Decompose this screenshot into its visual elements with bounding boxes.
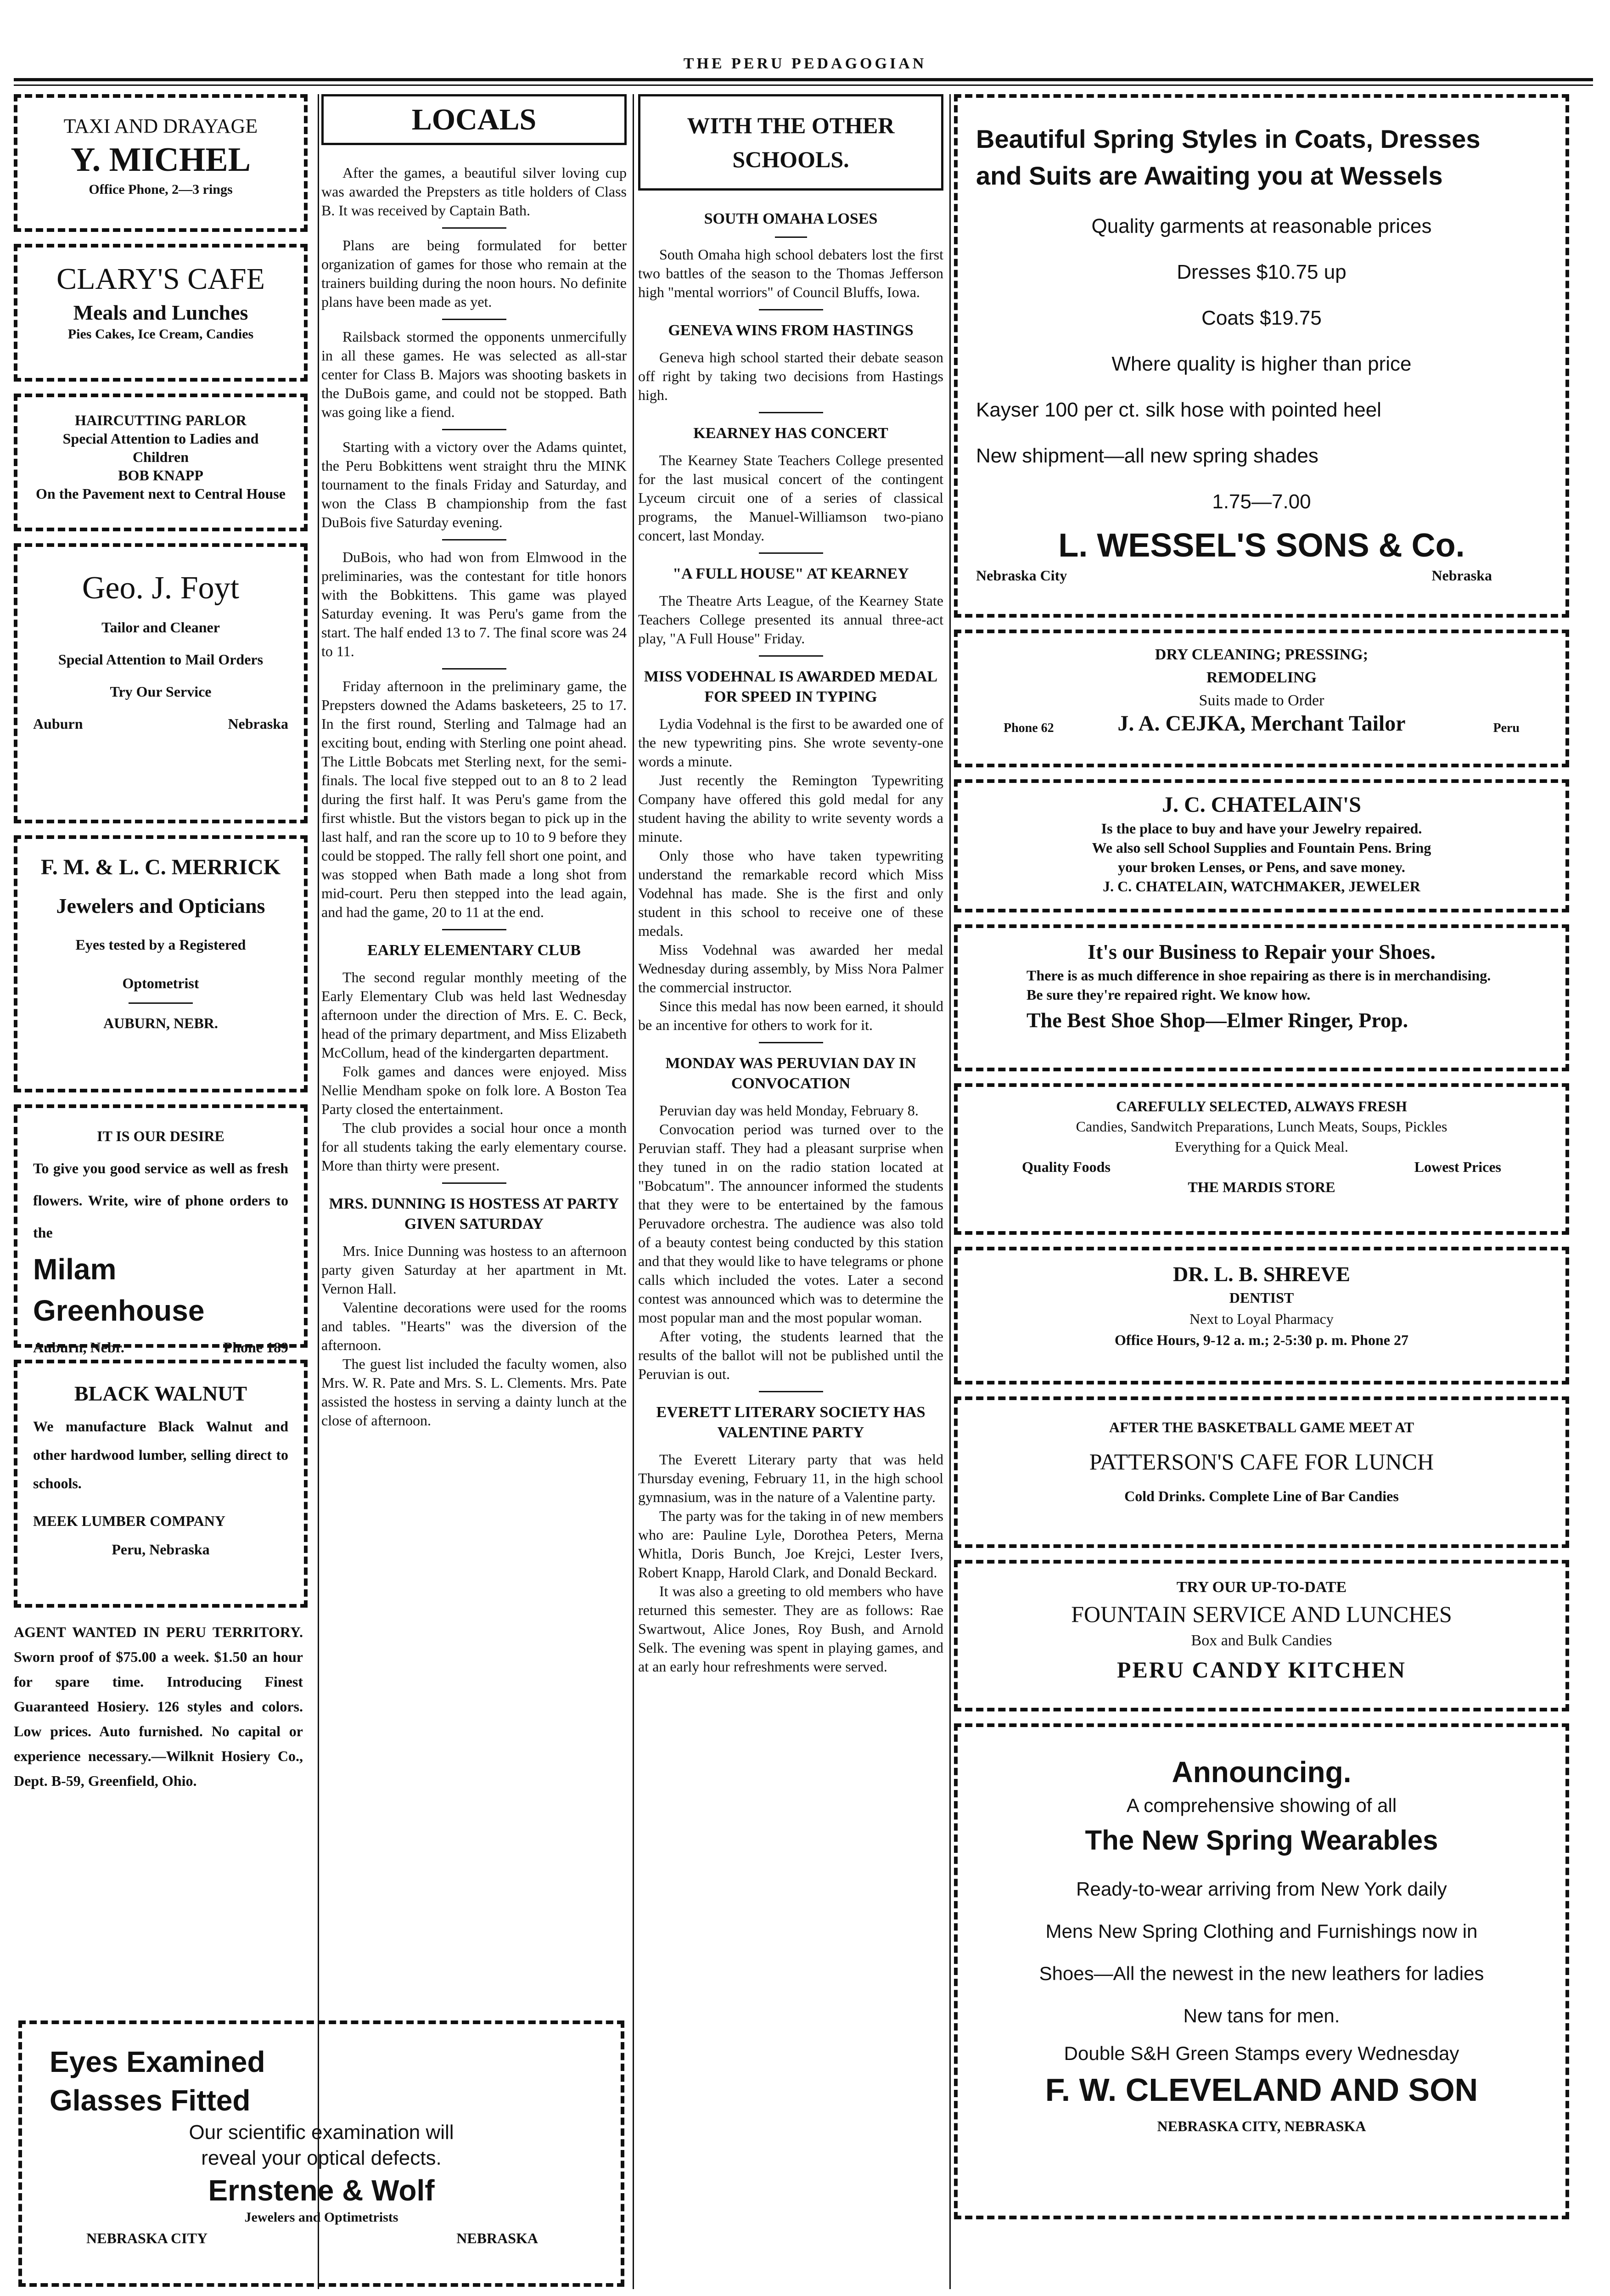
ad-geo-foyt <box>14 543 308 823</box>
ad-haircutting-parlor <box>14 394 308 531</box>
ad-line: and Suits are Awaiting you at Wessels <box>976 161 1443 190</box>
ad-chatelain <box>954 779 1569 912</box>
ad-shreve-dentist <box>954 1247 1569 1384</box>
ad-line: It's our Business to Repair your Shoes. <box>1088 940 1436 963</box>
ad-city: Auburn <box>33 715 83 732</box>
ad-line: DRY CLEANING; PRESSING; <box>1155 646 1369 663</box>
ad-line: Ready-to-wear arriving from New York daily <box>1076 1878 1447 1900</box>
section-title: WITH THE OTHER SCHOOLS. <box>638 94 943 191</box>
ad-city: Nebraska City <box>976 567 1067 584</box>
paragraph: The guest list included the faculty women, also Mrs. W. R. Pate and Mrs. S. L. Clements. Mrs. Pate assisted the hostess in serving a dainty lunch at the close of afternoon. <box>321 1356 627 1429</box>
paragraph: Plans are being formulated for better organization of games for those who remain at the trainers building during the noon hours. No definite plans have been made as yet. <box>321 237 627 310</box>
ad-name: PATTERSON'S CAFE FOR LUNCH <box>1089 1449 1434 1474</box>
ad-line: New shipment—all new spring shades <box>976 445 1318 467</box>
divider <box>759 1391 823 1392</box>
divider <box>442 1182 506 1184</box>
ad-taxi <box>14 94 308 232</box>
ad-line: FOUNTAIN SERVICE AND LUNCHES <box>1071 1601 1452 1627</box>
paragraph: Miss Vodehnal was awarded her medal Wednesday during assembly, by Miss Nora Palmer the commercial instructor. <box>638 941 943 996</box>
ad-name: The Best Shoe Shop—Elmer Ringer, Prop. <box>1027 1008 1408 1032</box>
ad-line: AFTER THE BASKETBALL GAME MEET AT <box>1109 1419 1414 1435</box>
left-ad-column <box>14 94 308 1858</box>
divider <box>759 1042 823 1043</box>
ad-name: CLARY'S CAFE <box>56 262 265 296</box>
ad-line: Where quality is higher than price <box>1111 353 1412 375</box>
ad-name: MEEK LUMBER COMPANY <box>33 1513 225 1529</box>
ad-state: NEBRASKA <box>456 2230 538 2246</box>
paragraph: After the games, a beautiful silver loving cup was awarded the Prepsters as title holders of Class B. It was received by Captain Bath. <box>321 164 627 219</box>
ad-line: Tailor and Cleaner <box>101 619 220 636</box>
paragraph: Valentine decorations were used for the rooms and tables. "Hearts" was the diversion of the afternoon. <box>321 1299 627 1353</box>
ad-line: Try Our Service <box>110 683 212 700</box>
right-ad-column <box>954 94 1569 2231</box>
article-heading: GENEVA WINS FROM HASTINGS <box>668 322 914 339</box>
ad-line: Special Attention to Ladies and Children <box>62 430 259 465</box>
ad-body: We manufacture Black Walnut and other hardwood lumber, selling direct to schools. <box>33 1418 288 1491</box>
ad-body: To give you good service as well as fresh flowers. Write, wire of phone orders to the <box>33 1160 288 1241</box>
ad-line: On the Pavement next to Central House <box>36 485 286 502</box>
ad-line: Kayser 100 per ct. silk hose with pointed heel <box>976 399 1381 421</box>
paragraph: Starting with a victory over the Adams quintet, the Peru Bobkittens went straight thru the MINK tournament to the finals Friday and Saturday, and won the Class B championship from the fast DuBois five Saturday evening. <box>321 439 627 530</box>
ad-ernstene-wolf <box>18 2020 624 2287</box>
paragraph: It was also a greeting to old members who have returned this semester. They are as follows: Rae Swartwout, Alice Jones, Roy Bush, and Arnold Selk. The evening was spent in playing games, and at an early hour refreshments were served. <box>638 1583 943 1675</box>
ad-name: F. M. & L. C. MERRICK <box>40 855 281 879</box>
paragraph: The club provides a social hour once a month for all students taking the early elementary course. More than thirty were present. <box>321 1120 627 1174</box>
ad-city: Auburn, Nebr. <box>33 1339 124 1356</box>
ad-line: New tans for men. <box>1183 2005 1340 2026</box>
ad-clarys-cafe <box>14 244 308 382</box>
ad-line: Mens New Spring Clothing and Furnishings now in <box>1045 1920 1478 1942</box>
article-heading: MISS VODEHNAL IS AWARDED MEDAL FOR SPEED IN TYPING <box>644 668 938 705</box>
paragraph: The Theatre Arts League, of the Kearney State Teachers College presented its annual three-act play, "A Full House" Friday. <box>638 592 943 647</box>
masthead: THE PERU PEDAGOGIAN <box>683 55 927 72</box>
article-heading: EVERETT LITERARY SOCIETY HAS VALENTINE PARTY <box>656 1404 926 1441</box>
locals-column <box>321 94 627 1430</box>
ad-line: Jewelers and Opticians <box>56 894 265 917</box>
ad-line: Beautiful Spring Styles in Coats, Dresses <box>976 124 1481 153</box>
ad-phone: Phone 62 <box>1004 721 1054 735</box>
section-title: LOCALS <box>321 94 627 145</box>
ad-line: Box and Bulk Candies <box>1191 1632 1332 1649</box>
article-heading: "A FULL HOUSE" AT KEARNEY <box>673 565 909 582</box>
ad-right: Lowest Prices <box>1414 1159 1501 1175</box>
article-heading: KEARNEY HAS CONCERT <box>693 425 888 442</box>
ad-title: BLACK WALNUT <box>74 1382 247 1405</box>
divider <box>759 552 823 554</box>
paragraph: DuBois, who had won from Elmwood in the preliminaries, was the contestant for title honors with the Bobkittens. This game was played Saturday evening. It was Peru's game from the start. The half ended 13 to 7. The final score was 24 to 11. <box>321 549 627 659</box>
ad-line: Next to Loyal Pharmacy <box>1189 1311 1334 1327</box>
ad-line: Optometrist <box>122 975 199 991</box>
ad-left: Quality Foods <box>1022 1159 1111 1175</box>
ad-meek-lumber <box>14 1360 308 1608</box>
article-heading: EARLY ELEMENTARY CLUB <box>367 942 581 959</box>
ad-line: Is the place to buy and have your Jewelry repaired. <box>1101 820 1422 837</box>
ad-line: Everything for a Quick Meal. <box>1175 1138 1348 1155</box>
paragraph: Friday afternoon in the preliminary game, the Prepsters downed the Adams basketeers, 25 to 17. In the first round, Sterling and Talmage had an exciting bout, ending with Sterling one point ahead. The Little Bobcats met Sterling next, for the semi-finals. The local five stepped out to an 8 to 2 lead during the first half. It was Peru's game from the first whistle. But the vistors began to pick up in the last half, and ran the score up to 10 to 9 before they could be stopped. The rally fell short one point, and was stopped when Bath made a long shot from mid-court. Peru then stepped into the lead again, and had the game, 20 to 11 at the end. <box>321 678 627 920</box>
ad-line: CAREFULLY SELECTED, ALWAYS FRESH <box>1116 1098 1407 1114</box>
ad-name: J. C. CHATELAIN'S <box>1162 793 1361 817</box>
ad-agent-wanted: AGENT WANTED IN PERU TERRITORY. Sworn proof of $75.00 a week. $1.50 an hour for spare time. Introducing Finest Guaranteed Hosiery. 126 styles and colors. Low prices. Auto furnished. No capital or experience necessary.—Wilknit Hosiery Co., Dept. B-59, Greenfield, Ohio. <box>14 1624 303 1789</box>
paragraph: Just recently the Remington Typewriting Company have offered this gold medal for any student having the ability to write seventy words a minute. <box>638 772 943 845</box>
ad-line: Eyes tested by a Registered <box>75 936 246 953</box>
ad-line: There is as much difference in shoe repairing as there is in merchandising. Be sure they're repaired right. We know how. <box>1027 967 1491 1003</box>
ad-city: Peru <box>1493 721 1520 735</box>
article-heading: MONDAY WAS PERUVIAN DAY IN CONVOCATION <box>665 1055 916 1092</box>
divider <box>442 539 506 540</box>
ad-wessel <box>954 94 1569 618</box>
ad-mardis-store <box>954 1083 1569 1235</box>
divider <box>759 412 823 413</box>
ad-state: Nebraska <box>1431 567 1492 584</box>
ad-state: Nebraska <box>228 715 288 732</box>
ad-line: J. C. CHATELAIN, WATCHMAKER, JEWELER <box>1103 878 1420 895</box>
ad-line: Glasses Fitted <box>50 2084 251 2117</box>
ad-line: Double S&H Green Stamps every Wednesday <box>1064 2043 1459 2064</box>
ad-cleveland <box>954 1723 1569 2219</box>
ad-line: Dresses $10.75 up <box>1177 261 1346 283</box>
ad-line: Jewelers and Optimetrists <box>244 2210 398 2225</box>
divider <box>442 668 506 670</box>
paragraph: The second regular monthly meeting of the Early Elementary Club was held last Wednesday afternoon under the direction of Mrs. E. C. Beck, head of the primary department, and Miss Elizabeth McCollum, head of the kindergarten department. <box>321 969 627 1061</box>
ad-name: L. WESSEL'S SONS & Co. <box>1058 527 1465 564</box>
ad-name: PERU CANDY KITCHEN <box>1117 1657 1406 1683</box>
ad-line: We also sell School Supplies and Fountain Pens. Bring <box>1092 839 1431 856</box>
ad-name: Milam Greenhouse <box>33 1253 205 1327</box>
ad-line: reveal your optical defects. <box>201 2147 442 2169</box>
ad-peru-candy-kitchen <box>954 1560 1569 1711</box>
ad-name: J. A. CEJKA, Merchant Tailor <box>1117 711 1406 736</box>
divider <box>442 929 506 930</box>
other-schools-column <box>638 94 943 1676</box>
ad-line: Shoes—All the newest in the new leathers for ladies <box>1039 1963 1484 1984</box>
article-heading: MRS. DUNNING IS HOSTESS AT PARTY GIVEN SATURDAY <box>329 1195 619 1232</box>
paragraph: South Omaha high school debaters lost the first two battles of the season to the Thomas Jefferson high "mental worriors" of Council Bluffs, Iowa. <box>638 246 943 300</box>
divider <box>759 309 823 310</box>
paragraph: Geneva high school started their debate season off right by taking two decisions from Hastings high. <box>638 349 943 403</box>
column-divider <box>633 94 634 2289</box>
ad-name: F. W. CLEVELAND AND SON <box>1045 2072 1478 2108</box>
article-heading: SOUTH OMAHA LOSES <box>704 210 878 227</box>
ad-line: Special Attention to Mail Orders <box>58 651 264 668</box>
ad-city: Peru, Nebraska <box>112 1541 210 1558</box>
paragraph: After voting, the students learned that the results of the ballot will not be published until the Peruvian is out. <box>638 1328 943 1382</box>
divider <box>442 429 506 430</box>
column-divider <box>949 94 951 2289</box>
ad-title: TAXI AND DRAYAGE <box>63 115 258 137</box>
ad-line: The New Spring Wearables <box>1085 1825 1438 1856</box>
masthead-rule-thin <box>14 84 1593 86</box>
ad-milam-greenhouse <box>14 1104 308 1356</box>
ad-name: DR. L. B. SHREVE <box>1173 1262 1350 1286</box>
ad-line: Candies, Sandwitch Preparations, Lunch Meats, Soups, Pickles <box>1076 1118 1447 1135</box>
ad-cejka-tailor <box>954 630 1569 767</box>
ad-line: Meals and Lunches <box>73 301 248 324</box>
ad-title: HAIRCUTTING PARLOR <box>75 412 247 428</box>
masthead-rule <box>14 78 1593 81</box>
ad-pattersons-cafe <box>954 1396 1569 1548</box>
ad-line: Pies Cakes, Ice Cream, Candies <box>67 326 254 342</box>
paragraph: Mrs. Inice Dunning was hostess to an afternoon party given Saturday at her apartment in Mt. Vernon Hall. <box>321 1243 627 1297</box>
ad-line: 1.75—7.00 <box>1212 490 1311 513</box>
paragraph: Only those who have taken typewriting understand the remarkable record which Miss Vodehnal has made. She is the first and only student in this school to receive one of these medals. <box>638 847 943 939</box>
column-divider <box>318 94 319 2289</box>
ad-name: Ernstene & Wolf <box>208 2174 435 2207</box>
ad-line: REMODELING <box>1206 669 1317 686</box>
ad-phone: Office Phone, 2—3 rings <box>89 182 233 197</box>
paragraph: Lydia Vodehnal is the first to be awarded one of the new typewriting pins. She wrote seventy-one words a minute. <box>638 715 943 770</box>
paragraph: Peruvian day was held Monday, February 8. <box>659 1102 919 1119</box>
ad-line: A comprehensive showing of all <box>1126 1795 1397 1816</box>
ad-city: NEBRASKA CITY <box>86 2230 208 2246</box>
paragraph: Railsback stormed the opponents unmercifully in all these games. He was selected as all-star center for Class B. Majors was shooting baskets in the DuBois game, and could not be stopped. Bath was going like a fiend. <box>321 328 627 420</box>
paragraph: The party was for the taking in of new members who are: Pauline Lyle, Dorothea Peters, Merna Whitla, Doris Bunch, Joe Krejci, Lester Ivers, Robert Knapp, Harold Clark, and Donald Beckard. <box>638 1508 943 1581</box>
ad-phone: Phone 189 <box>223 1339 288 1356</box>
ad-line: TRY OUR UP-TO-DATE <box>1176 1579 1347 1596</box>
ad-merrick-jewelers <box>14 835 308 1092</box>
ad-name: THE MARDIS STORE <box>1188 1179 1335 1195</box>
ad-line: Coats $19.75 <box>1201 307 1322 329</box>
ad-line: Our scientific examination will <box>189 2121 454 2144</box>
paragraph: The Everett Literary party that was held Thursday evening, February 11, in the high school gymnasium, was in the nature of a Valentine party. <box>638 1451 943 1505</box>
ad-line: your broken Lenses, or Pens, and save money. <box>1118 859 1405 875</box>
ad-line: DENTIST <box>1229 1289 1294 1306</box>
paragraph: Since this medal has now been earned, it should be an incentive for others to work for it. <box>638 998 943 1033</box>
ad-line: Cold Drinks. Complete Line of Bar Candies <box>1124 1488 1399 1504</box>
divider <box>759 655 823 657</box>
ad-city: NEBRASKA CITY, NEBRASKA <box>1157 2118 1366 2134</box>
paragraph: Convocation period was turned over to the Peruvian staff. They had a pleasant surprise when they tuned in on the radio station located at "Bobcatum". The announcer informed the students that they were to be entertained by the famous Peruvadore orchestra. The audience was also told of a beauty contest being conducted by this station and that they would like to have telegrams or phone calls which included the votes. Later a second contest was announced which was to determine the most popular man and the most popular woman. <box>638 1121 943 1326</box>
divider <box>775 236 807 238</box>
ad-line: Eyes Examined <box>50 2045 265 2078</box>
ad-name: BOB KNAPP <box>118 467 203 484</box>
ad-line: Quality garments at reasonable prices <box>1091 215 1432 237</box>
ad-name: Geo. J. Foyt <box>82 570 240 606</box>
paragraph: Folk games and dances were enjoyed. Miss Nellie Mendham spoke on folk lore. A Boston Tea Party closed the entertainment. <box>321 1063 627 1117</box>
ad-best-shoe-shop <box>954 924 1569 1071</box>
ad-line: Announcing. <box>1172 1756 1352 1789</box>
ad-city: AUBURN, NEBR. <box>103 1015 218 1031</box>
paragraph: The Kearney State Teachers College presented for the last musical concert of the contingent Lyceum circuit one of a series of classical programs, the Manuel-Williamson two-piano concert, last Monday. <box>638 452 943 544</box>
ad-line: Suits made to Order <box>1199 692 1324 709</box>
ad-line: Office Hours, 9-12 a. m.; 2-5:30 p. m. Phone 27 <box>1115 1332 1408 1348</box>
divider <box>442 319 506 320</box>
ad-name: Y. MICHEL <box>70 141 251 179</box>
divider <box>442 227 506 229</box>
ad-title: IT IS OUR DESIRE <box>97 1128 224 1144</box>
